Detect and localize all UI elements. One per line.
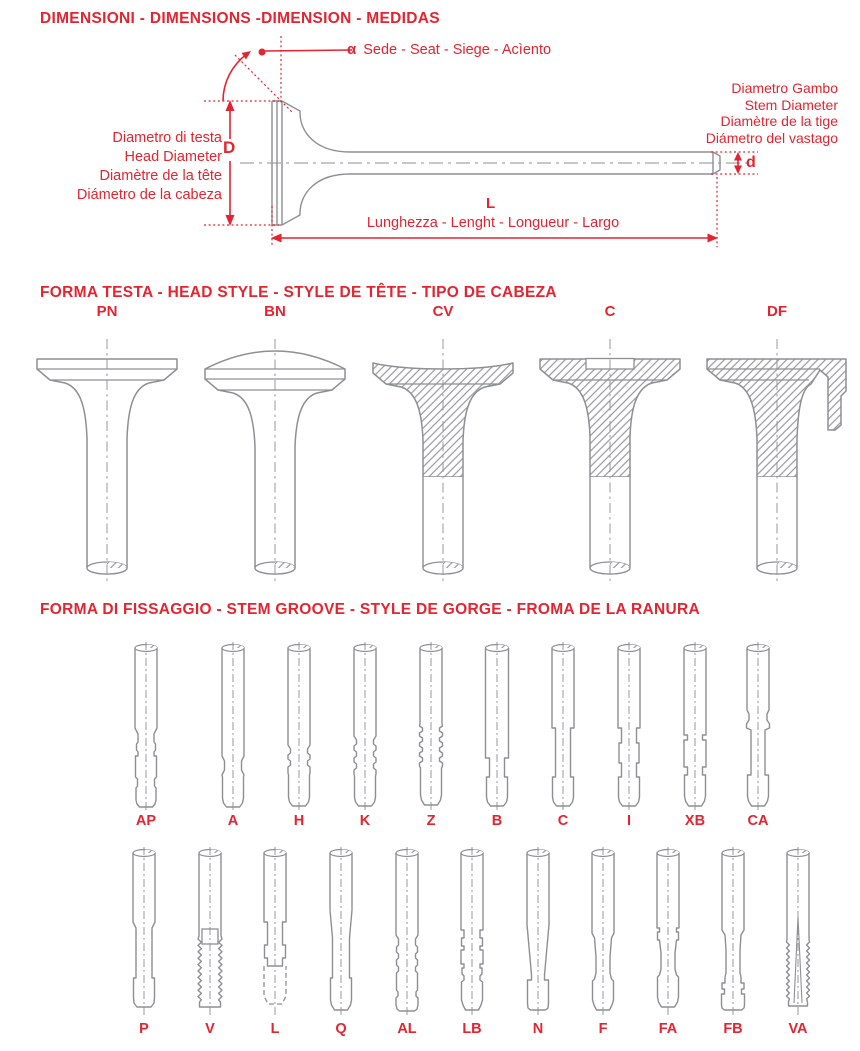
stem-groove-label-P: P: [139, 1021, 149, 1037]
stem-groove-drawing-AL: [377, 845, 437, 1017]
stem-groove-drawing-P: [114, 845, 174, 1017]
stem-groove-drawing-AP: [116, 640, 176, 812]
stem-groove-label-F: F: [598, 1021, 608, 1037]
head-style-label-PN: PN: [96, 303, 118, 320]
stem-groove-label-Z: Z: [426, 813, 436, 829]
stem-groove-label-AP: AP: [135, 813, 157, 829]
dimension-letter-D: D: [223, 138, 236, 157]
stem-groove-drawing-Z: [401, 640, 461, 812]
head-style-title: FORMA TESTA - HEAD STYLE - STYLE DE TÊTE - TIPO DE CABEZA: [40, 284, 557, 301]
head-style-drawing-DF: [691, 327, 860, 592]
stem-groove-label-I: I: [626, 813, 632, 829]
dimension-letter-d: d: [746, 154, 756, 171]
seat-leader-line: [265, 50, 352, 51]
stem-diameter-line: Diametro Gambo: [731, 80, 838, 96]
seat-angle-arc: [223, 54, 247, 101]
stem-groove-label-FB: FB: [723, 1021, 743, 1037]
stem-groove-drawing-K: [335, 640, 395, 812]
stem-groove-drawing-XB: [665, 640, 725, 812]
head-style-label-CV: CV: [432, 303, 454, 320]
head-diameter-label: [48, 129, 222, 205]
stem-groove-label-N: N: [532, 1021, 544, 1037]
stem-diameter-label: [598, 80, 838, 146]
stem-groove-label-L: L: [270, 1021, 280, 1037]
head-style-drawing-CV: [357, 327, 529, 592]
stem-groove-label-A: A: [227, 813, 239, 829]
stem-groove-drawing-LB: [442, 845, 502, 1017]
stem-groove-drawing-FA: [638, 845, 698, 1017]
head-style-drawing-BN: [189, 327, 361, 592]
head-style-label-DF: DF: [767, 303, 787, 320]
stem-diameter-line: Diámetro del vastago: [705, 129, 838, 146]
stem-groove-label-Q: Q: [335, 1021, 347, 1037]
head-diameter-line: Diámetro de la cabeza: [76, 187, 222, 203]
stem-groove-label-CA: CA: [747, 813, 769, 829]
head-style-label-BN: BN: [264, 303, 286, 320]
stem-groove-drawing-V: [180, 845, 240, 1017]
stem-groove-title: FORMA DI FISSAGGIO - STEM GROOVE - STYLE DE GORGE - FROMA DE LA RANURA: [40, 601, 700, 618]
stem-groove-drawing-Q: [311, 845, 371, 1017]
stem-groove-drawing-FB: [703, 845, 763, 1017]
seat-angle-label: [347, 41, 551, 58]
head-diameter-line: Head Diameter: [124, 149, 222, 165]
stem-groove-drawing-B: [467, 640, 527, 812]
length-label: Lunghezza - Lenght - Longueur - Largo: [366, 215, 620, 231]
stem-groove-label-V: V: [205, 1021, 215, 1037]
stem-groove-drawing-N: [508, 845, 568, 1017]
stem-diameter-line: Stem Diameter: [744, 96, 838, 113]
dimension-letter-L: L: [486, 195, 496, 212]
seat-point-dot: [259, 49, 266, 56]
stem-groove-label-VA: VA: [788, 1021, 808, 1037]
alpha-symbol: α: [347, 41, 357, 58]
stem-groove-label-K: K: [359, 813, 371, 829]
stem-groove-label-C: C: [557, 813, 569, 829]
stem-groove-drawing-H: [269, 640, 329, 812]
head-diameter-line: Diametro di testa: [112, 130, 222, 146]
head-style-drawing-C: [524, 327, 696, 592]
stem-groove-label-B: B: [491, 813, 503, 829]
head-style-drawing-PN: [21, 327, 193, 592]
stem-groove-drawing-L: [245, 845, 305, 1017]
stem-groove-label-H: H: [293, 813, 305, 829]
stem-groove-drawing-VA: [768, 845, 828, 1017]
head-diameter-line: Diamètre de la tête: [99, 168, 222, 184]
stem-groove-drawing-CA: [728, 640, 788, 812]
head-style-label-C: C: [604, 303, 616, 320]
stem-groove-drawing-C: [533, 640, 593, 812]
stem-groove-drawing-I: [599, 640, 659, 812]
stem-diameter-line: Diamètre de la tige: [720, 113, 838, 129]
stem-groove-label-AL: AL: [397, 1021, 417, 1037]
stem-groove-drawing-A: [203, 640, 263, 812]
dimensions-title: DIMENSIONI - DIMENSIONS -DIMENSION - MEDIDAS: [40, 10, 440, 27]
seat-label-text: Sede - Seat - Siege - Acìento: [363, 41, 552, 58]
stem-groove-drawing-F: [573, 845, 633, 1017]
stem-groove-label-FA: FA: [658, 1021, 678, 1037]
stem-groove-label-XB: XB: [684, 813, 706, 829]
stem-groove-label-LB: LB: [462, 1021, 482, 1037]
